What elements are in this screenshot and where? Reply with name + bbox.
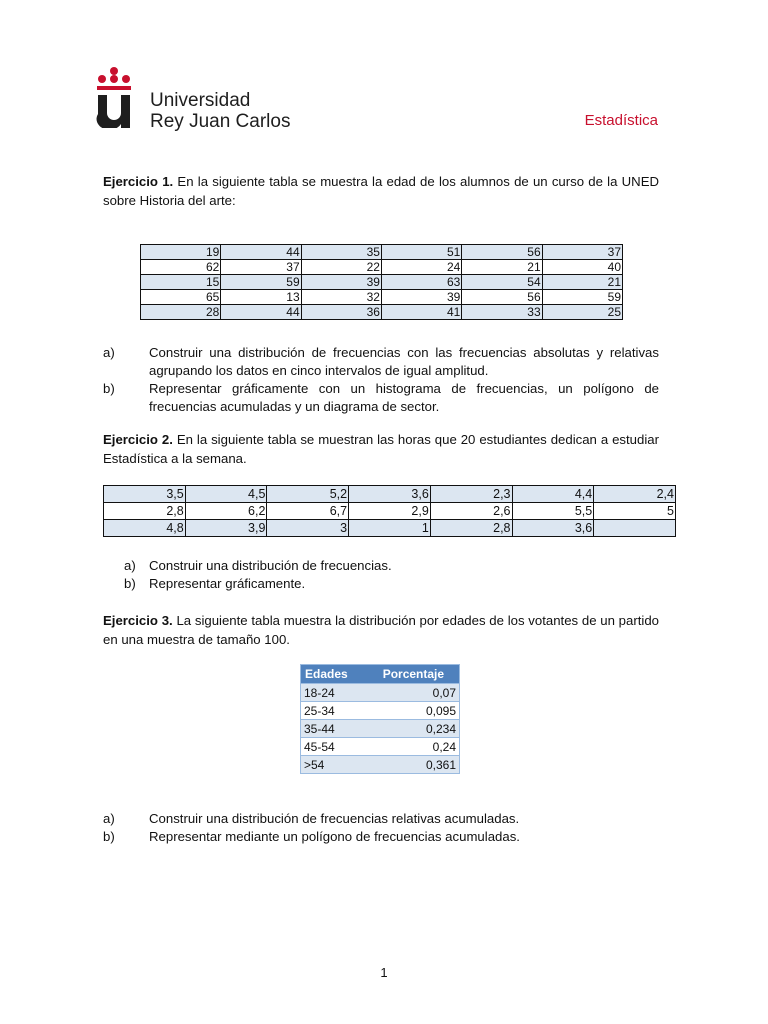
list-item-text: Representar gráficamente.: [149, 576, 306, 591]
table-cell: 3: [267, 520, 349, 537]
list-item-text: Construir una distribución de frecuencias con las frecuencias absolutas y relativas agrupando los datos en cinco intervalos de igual amplitud.: [149, 345, 659, 378]
table-cell: 62: [141, 260, 221, 275]
table-cell: 39: [381, 290, 461, 305]
table-cell: 21: [462, 260, 542, 275]
list-item: [103, 810, 659, 828]
table-cell: 24: [381, 260, 461, 275]
table-cell: 44: [221, 245, 301, 260]
table-cell: 51: [381, 245, 461, 260]
table-cell: 13: [221, 290, 301, 305]
list-marker: a): [103, 345, 115, 360]
table-cell: 33: [462, 305, 542, 320]
table-cell: 2,4: [594, 486, 676, 503]
table-cell: 3,6: [512, 520, 594, 537]
exercise3-list: [103, 810, 659, 846]
table-cell: 4,4: [512, 486, 594, 503]
table-cell: 54: [462, 275, 542, 290]
list-marker: a): [124, 558, 136, 573]
list-item-text: Construir una distribución de frecuencias.: [149, 558, 392, 573]
table-cell: 15: [141, 275, 221, 290]
table-cell: 4,8: [104, 520, 186, 537]
table-row: [301, 720, 460, 738]
table-cell: 0,234: [368, 720, 460, 738]
table-header-row: [301, 665, 460, 684]
list-item: [103, 380, 659, 416]
table-cell: 22: [301, 260, 381, 275]
exercise2-statement: [103, 430, 659, 468]
table-cell: 56: [462, 245, 542, 260]
table-cell: 44: [221, 305, 301, 320]
exercise2-list: [103, 557, 659, 593]
table-cell: 2,8: [104, 503, 186, 520]
table-cell: 3,5: [104, 486, 186, 503]
exercise1-table: [140, 244, 623, 320]
table-cell: 5: [594, 503, 676, 520]
exercise1-text: En la siguiente tabla se muestra la edad de los alumnos de un curso de la UNED sobre Historia del arte:: [103, 174, 660, 208]
table-row: [301, 756, 460, 774]
table-row: [301, 702, 460, 720]
list-marker: a): [103, 811, 115, 826]
table-cell: 0,361: [368, 756, 460, 774]
table-row: [104, 486, 676, 503]
table-cell: 63: [381, 275, 461, 290]
exercise1-label: Ejercicio 1.: [103, 174, 174, 189]
table-cell: 25: [542, 305, 622, 320]
table-cell: 4,5: [185, 486, 267, 503]
exercise3-table: [300, 664, 460, 774]
table-cell: 2,3: [430, 486, 512, 503]
table-cell: 3,6: [349, 486, 431, 503]
exercise3-statement: [103, 611, 659, 649]
table-cell: 45-54: [301, 738, 368, 756]
exercise3-text: La siguiente tabla muestra la distribución por edades de los votantes de un partido en una muestra de tamaño 100.: [103, 613, 659, 647]
table-cell: 2,6: [430, 503, 512, 520]
university-name-line1: Universidad: [150, 90, 251, 111]
table-row: [104, 503, 676, 520]
table-cell: 0,095: [368, 702, 460, 720]
table-cell: 21: [542, 275, 622, 290]
table-row: [141, 290, 623, 305]
table-row: [141, 245, 623, 260]
exercise2-label: Ejercicio 2.: [103, 432, 173, 447]
list-marker: b): [103, 381, 115, 396]
table-cell: 28: [141, 305, 221, 320]
table-cell: 19: [141, 245, 221, 260]
list-item-text: Representar mediante un polígono de frecuencias acumuladas.: [149, 829, 520, 844]
table-cell: 25-34: [301, 702, 368, 720]
table-row: [141, 275, 623, 290]
table-cell: 3,9: [185, 520, 267, 537]
exercise3-label: Ejercicio 3.: [103, 613, 173, 628]
table-cell: >54: [301, 756, 368, 774]
table-cell: 1: [349, 520, 431, 537]
table-cell: 2,9: [349, 503, 431, 520]
table-cell: 59: [221, 275, 301, 290]
table-row: [301, 684, 460, 702]
table-cell: 6,2: [185, 503, 267, 520]
table-cell: 0,24: [368, 738, 460, 756]
table-cell: 65: [141, 290, 221, 305]
table-cell: 37: [542, 245, 622, 260]
table-cell: 32: [301, 290, 381, 305]
table-cell: 5,5: [512, 503, 594, 520]
page-number: 1: [380, 965, 388, 980]
table-row: [104, 520, 676, 537]
table-cell: [594, 520, 676, 537]
university-name-line2: Rey Juan Carlos: [150, 111, 291, 132]
table-row: [301, 738, 460, 756]
table-cell: 18-24: [301, 684, 368, 702]
university-logo-icon: [95, 66, 133, 128]
table-header-cell: Porcentaje: [368, 665, 460, 684]
table-cell: 39: [301, 275, 381, 290]
table-cell: 36: [301, 305, 381, 320]
table-header-cell: Edades: [301, 665, 368, 684]
table-cell: 35: [301, 245, 381, 260]
table-cell: 5,2: [267, 486, 349, 503]
table-cell: 37: [221, 260, 301, 275]
table-row: [141, 305, 623, 320]
exercise2-text: En la siguiente tabla se muestran las horas que 20 estudiantes dedican a estudiar Estadística a la semana.: [103, 432, 659, 466]
table-cell: 35-44: [301, 720, 368, 738]
university-name: [150, 90, 290, 132]
list-item: [103, 557, 659, 575]
table-cell: 6,7: [267, 503, 349, 520]
exercise2-table: [103, 485, 676, 537]
list-item: [103, 344, 659, 380]
table-cell: 41: [381, 305, 461, 320]
table-cell: 59: [542, 290, 622, 305]
list-item: [103, 575, 659, 593]
list-item-text: Construir una distribución de frecuencias relativas acumuladas.: [149, 811, 520, 826]
list-marker: b): [103, 829, 115, 844]
list-item-text: Representar gráficamente con un histograma de frecuencias, un polígono de frecuencias acumuladas y un diagrama de sector.: [149, 381, 659, 414]
subject-title: Estadística: [584, 112, 658, 129]
list-marker: b): [124, 576, 136, 591]
exercise1-list: [103, 344, 659, 416]
table-row: [141, 260, 623, 275]
table-cell: 56: [462, 290, 542, 305]
table-cell: 40: [542, 260, 622, 275]
table-cell: 0,07: [368, 684, 460, 702]
list-item: [103, 828, 659, 846]
table-cell: 2,8: [430, 520, 512, 537]
exercise1-statement: [103, 172, 659, 210]
